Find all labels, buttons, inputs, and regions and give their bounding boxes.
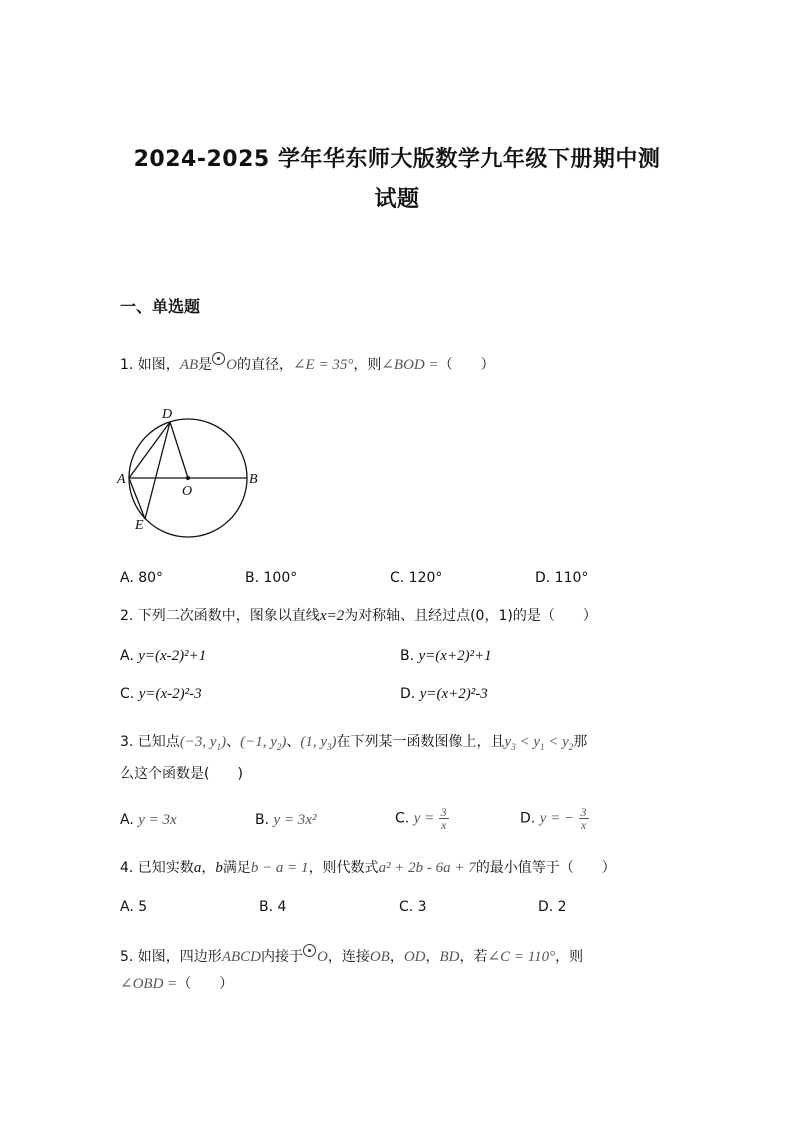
question-3: 3. 已知点(−3, $y_1$)、(−1, $y_2$)、(1, $y_3$)在下列某一函数图像上，且$y_3 < y_1 < y_2$那 [120, 734, 588, 752]
question-3-line-2: 么这个函数是( ) [120, 766, 243, 782]
q4-option-b[interactable]: B. 4 [259, 899, 287, 915]
label-o: O [182, 484, 193, 499]
chord-ae [129, 478, 145, 519]
label-e: E [135, 518, 144, 533]
q1-option-d[interactable]: D. 110° [535, 570, 589, 586]
q1-circle-figure [112, 402, 272, 542]
q3-option-c[interactable]: C. y = $\frac{3}{x}$ [395, 805, 447, 832]
section-heading: 一、单选题 [120, 297, 201, 316]
question-4: 4. 已知实数a，b满足b − a = 1，则代数式a² + 2b - 6a + 7的最小值等于（ ） [120, 860, 616, 876]
radius-od [170, 422, 188, 478]
q4-option-c[interactable]: C. 3 [399, 899, 427, 915]
q2-option-c[interactable]: C. y=(x-2)²-3 [120, 686, 202, 702]
chord-ad [129, 422, 170, 478]
circle-symbol-icon [303, 944, 316, 957]
q2-option-b[interactable]: B. y=(x+2)²+1 [400, 648, 492, 664]
label-a: A [117, 472, 126, 487]
circle-symbol-icon [212, 352, 225, 365]
q3-option-a[interactable]: A. y = 3x [120, 812, 177, 828]
point-1: (−3, $y_1$) [179, 734, 227, 752]
point-3: (1, $y_3$) [300, 734, 337, 752]
q3-option-b[interactable]: B. y = 3x² [255, 812, 317, 828]
question-5-line-2: ∠OBD =（ ） [120, 976, 234, 992]
q1-option-c[interactable]: C. 120° [390, 570, 443, 586]
question-1: 1. 如图，AB是 O的直径，∠E = 35°，则∠BOD =（ ） [120, 352, 495, 375]
q1-option-b[interactable]: B. 100° [245, 570, 298, 586]
point-2: (−1, $y_2$) [240, 734, 287, 752]
expression: a² + 2b - 6a + 7 [378, 860, 476, 876]
label-b: B [249, 472, 258, 487]
q3-option-d[interactable]: D. y = − $\frac{3}{x}$ [520, 805, 587, 832]
y-inequality: $y_3 < y_1 < y_2$ [504, 734, 574, 752]
q4-option-a[interactable]: A. 5 [120, 899, 148, 915]
angle-c: ∠C = 110° [487, 949, 556, 965]
chord-de [145, 422, 170, 519]
q1-option-a[interactable]: A. 80° [120, 570, 164, 586]
angle-bod: ∠BOD = [381, 357, 439, 373]
q4-option-d[interactable]: D. 2 [538, 899, 567, 915]
segment-ab: AB [179, 357, 199, 373]
exam-title [100, 140, 694, 220]
center-point [186, 476, 190, 480]
q2-option-a[interactable]: A. y=(x-2)²+1 [120, 648, 207, 664]
title-line-1: 2024-2025 学年华东师大版数学九年级下册期中测 [133, 147, 661, 172]
condition: b − a = 1 [250, 860, 309, 876]
angle-e: ∠E = 35° [292, 357, 354, 373]
question-2: 2. 下列二次函数中，图象以直线x=2为对称轴、且经过点(0，1)的是（ ） [120, 608, 597, 624]
title-line-2: 试题 [374, 187, 420, 212]
question-5: 5. 如图，四边形ABCD内接于 O，连接OB，OD，BD，若∠C = 110°，则 [120, 944, 583, 967]
fraction-3-over-x: $\frac{3}{x}$ [440, 805, 447, 832]
fraction-neg-3-over-x: $\frac{3}{x}$ [580, 805, 587, 832]
label-d: D [162, 407, 173, 422]
q2-option-d[interactable]: D. y=(x+2)²-3 [400, 686, 488, 702]
